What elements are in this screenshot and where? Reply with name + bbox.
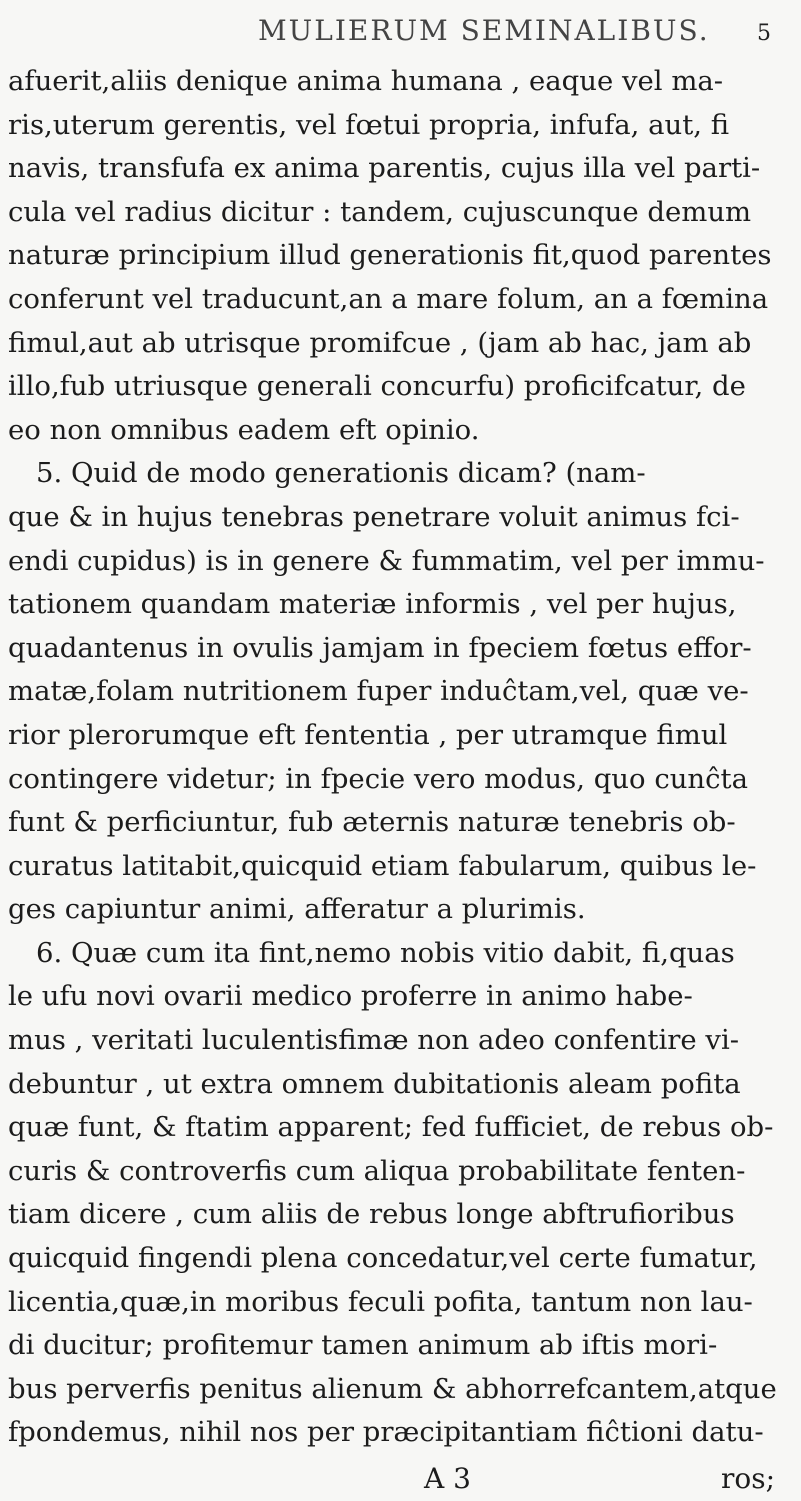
- text-line: quicquid fingendi plena concedatur,vel certe fumatur,: [8, 1242, 758, 1275]
- text-line: cula vel radius dicitur : tandem, cujuscunque demum: [8, 195, 752, 228]
- text-line: que & in hujus tenebras penetrare voluit animus fci-: [8, 500, 740, 533]
- text-line: tationem quandam materiæ informis , vel per hujus,: [8, 588, 737, 621]
- text-line: afuerit,aliis denique anima humana , eaque vel ma-: [8, 65, 724, 97]
- text-line: bus perverfis penitus alienum & abhorrefcantem,atque: [8, 1372, 777, 1405]
- text-line: fpondemus, nihil nos per præcipitantiam fiĉtioni datu-: [8, 1416, 764, 1449]
- text-line: illo,fub utriusque generali concurfu) proficifcatur, de: [8, 370, 746, 403]
- body-text: [8, 60, 783, 1455]
- text-line: ges capiuntur animi, afferatur a plurimis.: [8, 893, 586, 926]
- text-line: quadantenus in ovulis jamjam in fpeciem fœtus effor-: [8, 631, 752, 664]
- text-line: mus , veritati luculentisfimæ non adeo confentire vi-: [8, 1024, 740, 1057]
- text-line: di ducitur; profitemur tamen animum ab iftis mori-: [8, 1329, 718, 1362]
- text-line: rior plerorumque eft fententia , per utramque fimul: [8, 718, 728, 751]
- text-line: licentia,quæ,in moribus feculi pofita, tantum non lau-: [8, 1285, 753, 1318]
- text-line: ris,uterum gerentis, vel fœtui propria, infufa, aut, fi: [8, 108, 730, 141]
- text-line: eo non omnibus eadem eft opinio.: [8, 413, 480, 446]
- paragraph-6-start: 6. Quæ cum ita fint,nemo nobis vitio dabit, fi,quas: [36, 936, 735, 969]
- page-footer: [8, 1457, 783, 1501]
- text-line: tiam dicere , cum aliis de rebus longe abftrufioribus: [8, 1198, 735, 1231]
- text-line: fimul,aut ab utrisque promifcue , (jam ab hac, jam ab: [8, 326, 752, 359]
- text-line: endi cupidus) is in genere & fummatim, vel per immu-: [8, 544, 765, 577]
- running-head: [8, 14, 783, 60]
- running-head-title: MULIERUM SEMINALIBUS.: [258, 14, 710, 47]
- text-line: quæ funt, & ftatim apparent; fed fufficiet, de rebus ob-: [8, 1111, 774, 1144]
- text-line: contingere videtur; in fpecie vero modus, quo cunĉta: [8, 762, 748, 795]
- text-line: curis & controverfis cum aliqua probabilitate fenten-: [8, 1154, 746, 1187]
- page-number: 5: [757, 21, 773, 46]
- text-line: funt & perficiuntur, fub æternis naturæ tenebris ob-: [8, 806, 736, 839]
- text-line: naturæ principium illud generationis fit,quod parentes: [8, 239, 772, 272]
- catchword: ros;: [720, 1462, 775, 1495]
- text-line: debuntur , ut extra omnem dubitationis aleam pofita: [8, 1067, 741, 1100]
- text-line: navis, transfufa ex anima parentis, cujus illa vel parti-: [8, 152, 761, 185]
- paragraph-5-start: 5. Quid de modo generationis dicam? (nam-: [36, 457, 646, 490]
- text-line: le ufu novi ovarii medico proferre in animo habe-: [8, 980, 693, 1013]
- text-line: matæ,folam nutritionem fuper induĉtam,vel, quæ ve-: [8, 675, 749, 708]
- text-line: curatus latitabit,quicquid etiam fabularum, quibus le-: [8, 849, 757, 882]
- text-line: conferunt vel traducunt,an a mare folum, an a fœmina: [8, 282, 769, 315]
- signature-mark: A 3: [424, 1462, 471, 1495]
